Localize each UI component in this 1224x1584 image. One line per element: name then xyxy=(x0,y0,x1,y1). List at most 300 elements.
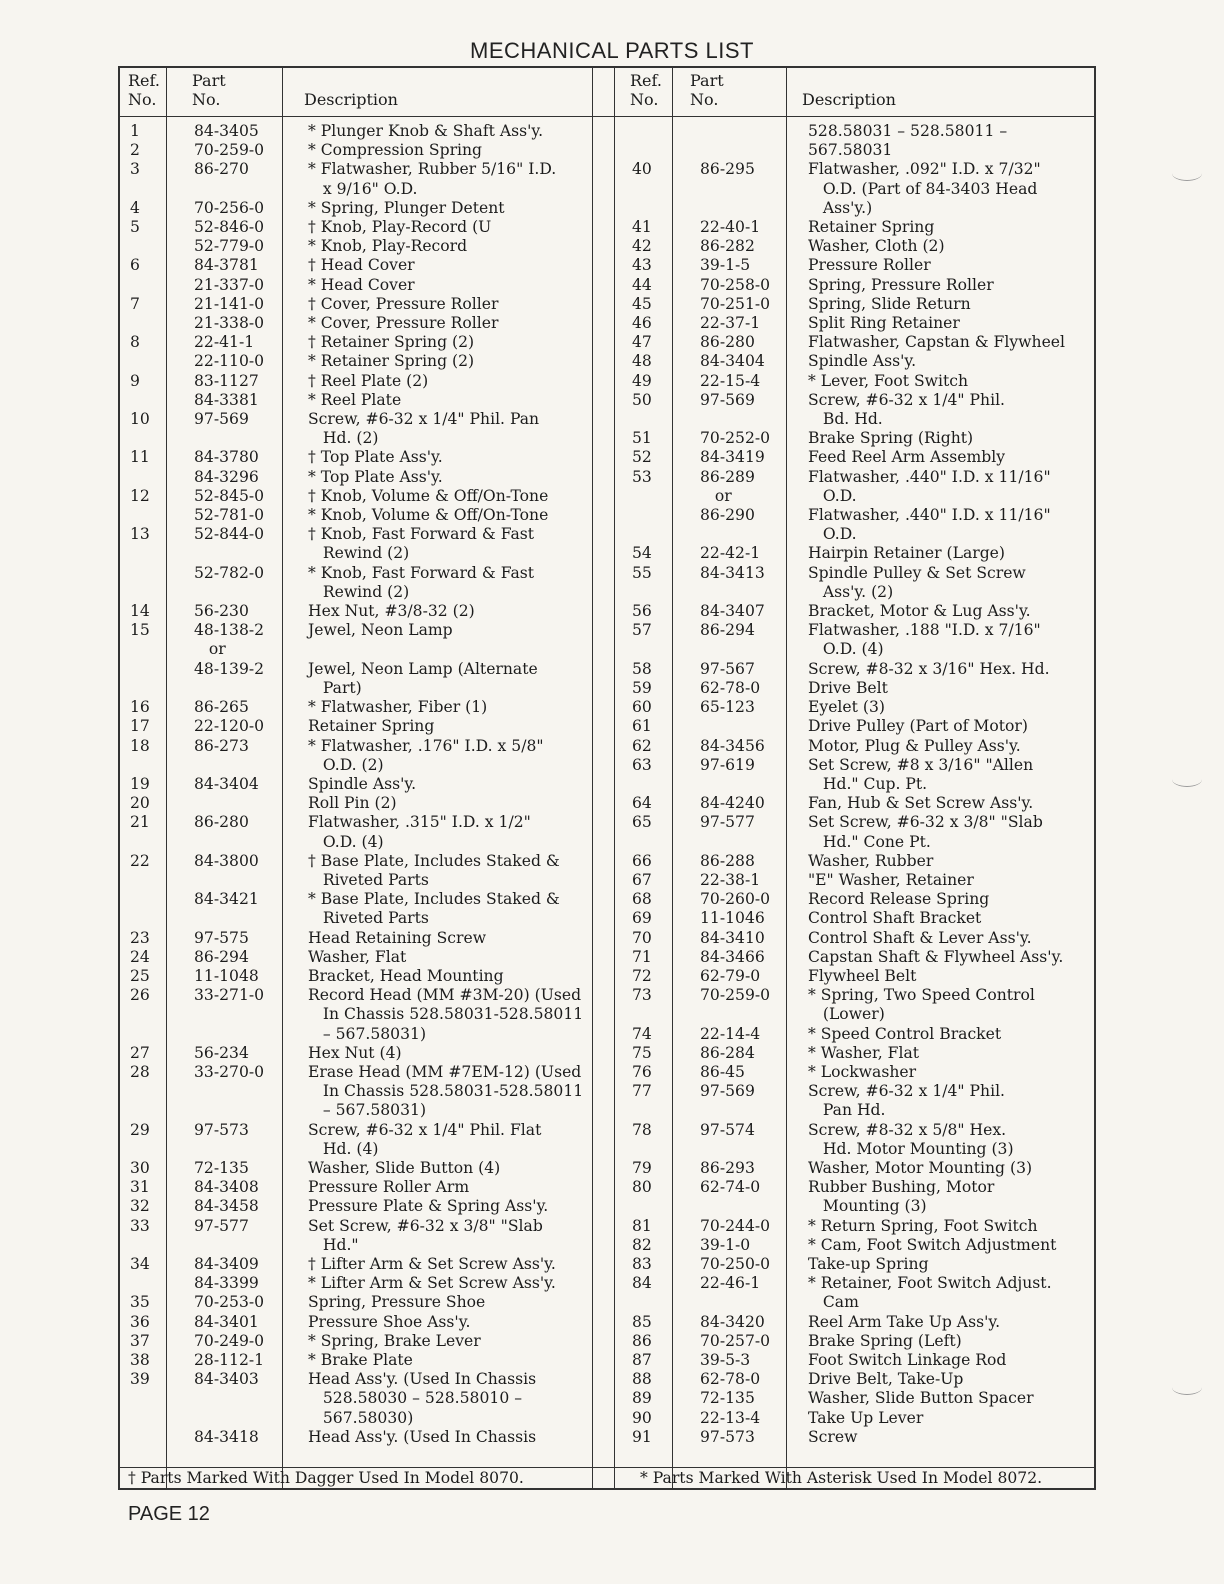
part-number-cell: 22-14-4 xyxy=(700,1024,761,1043)
binder-mark xyxy=(1172,1380,1202,1395)
part-row xyxy=(120,1140,592,1159)
ref-cell xyxy=(120,1389,168,1408)
ref-cell: 65 xyxy=(632,813,652,832)
part-row xyxy=(120,1409,592,1428)
description-cell: Erase Head (MM #7EM-12) (Used xyxy=(308,1062,582,1081)
header-part-line1: Part xyxy=(192,71,226,90)
description-cell: * Flatwasher, Rubber 5/16" I.D. xyxy=(308,160,557,179)
part-number-cell: 70-249-0 xyxy=(194,1331,265,1350)
ref-cell: 27 xyxy=(130,1043,150,1062)
description-cell: † Knob, Fast Forward & Fast xyxy=(308,525,535,544)
part-row xyxy=(614,660,1096,679)
part-row xyxy=(120,218,592,237)
part-row xyxy=(614,698,1096,717)
description-cell: * Knob, Volume & Off/On-Tone xyxy=(308,506,549,525)
part-row xyxy=(120,352,592,371)
ref-cell xyxy=(120,756,168,775)
part-row xyxy=(614,448,1096,467)
part-row xyxy=(120,583,592,602)
description-cell: Rubber Bushing, Motor xyxy=(808,1178,995,1197)
ref-cell: 46 xyxy=(632,314,652,333)
ref-cell: 54 xyxy=(632,544,652,563)
part-number-cell xyxy=(690,833,798,852)
part-row xyxy=(614,583,1096,602)
part-row xyxy=(614,948,1096,967)
description-cell: * Cover, Pressure Roller xyxy=(308,314,499,333)
part-row xyxy=(614,429,1096,448)
ref-cell: 73 xyxy=(632,986,652,1005)
description-cell: x 9/16" O.D. xyxy=(308,179,418,198)
part-row xyxy=(614,1159,1096,1178)
ref-cell: 71 xyxy=(632,947,652,966)
ref-cell: 40 xyxy=(632,160,652,179)
binder-mark xyxy=(1172,166,1202,181)
description-cell: Screw, #6-32 x 1/4" Phil. xyxy=(808,1082,1006,1101)
ref-cell: 26 xyxy=(130,986,150,1005)
part-row xyxy=(614,1063,1096,1082)
part-row xyxy=(614,1332,1096,1351)
part-number-cell: 33-270-0 xyxy=(194,1062,265,1081)
description-cell: Washer, Slide Button Spacer xyxy=(808,1389,1034,1408)
part-number-cell xyxy=(168,180,284,199)
part-number-cell: 84-3407 xyxy=(700,602,765,621)
part-row xyxy=(614,295,1096,314)
part-row xyxy=(614,1293,1096,1312)
description-cell: Hd. Motor Mounting (3) xyxy=(808,1139,1014,1158)
ref-cell: 51 xyxy=(632,429,652,448)
description-cell: Drive Belt, Take-Up xyxy=(808,1370,964,1389)
part-row xyxy=(120,1197,592,1216)
ref-cell xyxy=(614,1293,690,1312)
description-cell: Hd." xyxy=(308,1235,359,1254)
ref-cell: 70 xyxy=(632,928,652,947)
part-number-cell: 97-577 xyxy=(194,1216,249,1235)
part-row xyxy=(614,1121,1096,1140)
part-row xyxy=(120,679,592,698)
ref-cell xyxy=(120,237,168,256)
description-cell: Record Head (MM #3M-20) (Used xyxy=(308,986,582,1005)
part-number-cell xyxy=(690,583,798,602)
part-row xyxy=(614,1082,1096,1101)
part-row xyxy=(120,1293,592,1312)
part-number-cell: 84-3296 xyxy=(194,467,259,486)
description-cell: * Top Plate Ass'y. xyxy=(308,467,443,486)
ref-cell xyxy=(120,314,168,333)
ref-cell xyxy=(120,429,168,448)
part-row xyxy=(614,487,1096,506)
ref-cell: 10 xyxy=(130,410,150,429)
header-ref-line2: No. xyxy=(630,90,659,109)
ref-cell: 66 xyxy=(632,851,652,870)
part-row xyxy=(614,621,1096,640)
part-row xyxy=(120,256,592,275)
description-cell: Ass'y. (2) xyxy=(808,582,894,601)
left-parts-list xyxy=(120,122,592,1447)
header-divider xyxy=(120,116,1094,117)
description-cell: Riveted Parts xyxy=(308,870,429,889)
part-row xyxy=(614,1025,1096,1044)
ref-cell: 91 xyxy=(632,1427,652,1446)
description-cell: Spindle Ass'y. xyxy=(308,774,417,793)
part-number-cell: 84-3403 xyxy=(194,1370,259,1389)
ref-cell: 85 xyxy=(632,1312,652,1331)
part-row xyxy=(120,1044,592,1063)
part-row xyxy=(120,1025,592,1044)
part-number-cell: 48-139-2 xyxy=(194,659,265,678)
part-row xyxy=(120,141,592,160)
ref-cell: 62 xyxy=(632,736,652,755)
part-number-cell: 22-37-1 xyxy=(700,314,761,333)
description-cell: O.D. (4) xyxy=(308,832,384,851)
part-row xyxy=(120,660,592,679)
ref-cell: 47 xyxy=(632,333,652,352)
ref-cell xyxy=(120,1082,168,1101)
description-cell: Head Ass'y. (Used In Chassis xyxy=(308,1427,537,1446)
description-cell: Rewind (2) xyxy=(308,544,410,563)
part-number-cell: 52-845-0 xyxy=(194,486,265,505)
part-row xyxy=(120,1005,592,1024)
description-cell: Flatwasher, .440" I.D. x 11/16" xyxy=(808,506,1051,525)
part-row xyxy=(120,1121,592,1140)
part-number-cell: 22-40-1 xyxy=(700,218,761,237)
part-number-cell: 22-46-1 xyxy=(700,1274,761,1293)
part-number-cell: 84-3413 xyxy=(700,563,765,582)
part-number-cell xyxy=(690,1293,798,1312)
part-row xyxy=(120,525,592,544)
part-number-cell: 84-3780 xyxy=(194,448,259,467)
ref-cell xyxy=(120,564,168,583)
part-number-cell xyxy=(168,1389,284,1408)
part-number-cell xyxy=(690,1101,798,1120)
part-row xyxy=(120,967,592,986)
part-row xyxy=(120,1389,592,1408)
description-cell: Spindle Ass'y. xyxy=(808,352,917,371)
part-row xyxy=(614,218,1096,237)
description-cell: * Plunger Knob & Shaft Ass'y. xyxy=(308,122,544,140)
description-cell: Eyelet (3) xyxy=(808,698,885,717)
part-number-cell xyxy=(168,1082,284,1101)
ref-cell xyxy=(614,525,690,544)
ref-cell xyxy=(120,871,168,890)
description-cell: Rewind (2) xyxy=(308,582,410,601)
description-cell: Hd." Cone Pt. xyxy=(808,832,931,851)
part-number-cell: 39-1-0 xyxy=(700,1235,751,1254)
part-number-cell: 70-259-0 xyxy=(194,141,265,160)
part-row xyxy=(120,775,592,794)
part-number-cell: 21-141-0 xyxy=(194,294,265,313)
description-cell: Hairpin Retainer (Large) xyxy=(808,544,1005,563)
description-cell: Head Retaining Screw xyxy=(308,928,487,947)
part-number-cell: 84-3420 xyxy=(700,1312,765,1331)
ref-cell: 86 xyxy=(632,1331,652,1350)
part-row xyxy=(120,1178,592,1197)
ref-cell: 37 xyxy=(130,1331,150,1350)
part-number-cell: 86-288 xyxy=(700,851,755,870)
part-number-cell: 86-282 xyxy=(700,237,755,256)
part-number-cell xyxy=(168,871,284,890)
part-number-cell: 22-15-4 xyxy=(700,371,761,390)
ref-cell: 18 xyxy=(130,736,150,755)
part-number-cell: 48-138-2 xyxy=(194,621,265,640)
part-row xyxy=(614,1197,1096,1216)
ref-cell: 53 xyxy=(632,467,652,486)
part-number-cell: 86-265 xyxy=(194,698,249,717)
part-row xyxy=(120,180,592,199)
part-number-cell xyxy=(168,1005,284,1024)
part-number-cell: 70-256-0 xyxy=(194,198,265,217)
part-number-cell: 84-3800 xyxy=(194,851,259,870)
part-row xyxy=(120,410,592,429)
part-number-cell: 70-257-0 xyxy=(700,1331,771,1350)
part-row xyxy=(120,1159,592,1178)
description-cell: Hd." Cup. Pt. xyxy=(808,774,928,793)
part-row xyxy=(120,544,592,563)
description-cell: Brake Spring (Left) xyxy=(808,1331,962,1350)
description-cell: Set Screw, #6-32 x 3/8" "Slab xyxy=(808,813,1043,832)
ref-cell: 5 xyxy=(130,218,140,237)
part-row xyxy=(614,544,1096,563)
part-number-cell: 84-3466 xyxy=(700,947,765,966)
description-cell: Bracket, Head Mounting xyxy=(308,966,504,985)
description-cell: O.D. xyxy=(808,486,857,505)
part-row xyxy=(614,199,1096,218)
ref-cell: 84 xyxy=(632,1274,652,1293)
ref-cell: 63 xyxy=(632,755,652,774)
ref-cell: 50 xyxy=(632,390,652,409)
ref-cell: 49 xyxy=(632,371,652,390)
description-cell: Bd. Hd. xyxy=(808,410,883,429)
part-row xyxy=(614,1409,1096,1428)
part-row xyxy=(120,391,592,410)
part-number-cell: 84-3405 xyxy=(194,122,259,140)
part-row xyxy=(614,775,1096,794)
ref-cell xyxy=(120,1101,168,1120)
part-number-cell: 39-5-3 xyxy=(700,1351,751,1369)
ref-cell: 58 xyxy=(632,659,652,678)
part-number-cell: 97-567 xyxy=(700,659,755,678)
part-row xyxy=(120,1428,592,1447)
part-row xyxy=(614,717,1096,736)
part-number-cell xyxy=(690,410,798,429)
part-number-cell xyxy=(168,1025,284,1044)
ref-cell xyxy=(120,352,168,371)
part-number-cell xyxy=(168,756,284,775)
part-number-cell xyxy=(168,1101,284,1120)
ref-cell: 45 xyxy=(632,294,652,313)
description-cell: * Brake Plate xyxy=(308,1351,413,1369)
header-part-line1: Part xyxy=(690,71,724,90)
description-cell: Jewel, Neon Lamp xyxy=(308,621,453,640)
part-row xyxy=(614,1274,1096,1293)
part-number-cell xyxy=(690,1197,798,1216)
description-cell: † Head Cover xyxy=(308,256,415,275)
ref-cell xyxy=(614,583,690,602)
description-cell: Screw, #6-32 x 1/4" Phil. xyxy=(808,390,1006,409)
description-cell: Cam xyxy=(808,1293,859,1312)
part-row xyxy=(120,1332,592,1351)
header-part-line2: No. xyxy=(690,90,719,109)
part-row xyxy=(614,852,1096,871)
part-number-cell: 39-1-5 xyxy=(700,256,751,275)
part-number-cell xyxy=(168,544,284,563)
ref-cell: 44 xyxy=(632,275,652,294)
part-row xyxy=(614,1428,1096,1447)
description-cell: Spring, Pressure Shoe xyxy=(308,1293,486,1312)
ref-cell xyxy=(120,1236,168,1255)
description-cell: Brake Spring (Right) xyxy=(808,429,974,448)
ref-cell xyxy=(614,487,690,506)
ref-cell: 35 xyxy=(130,1293,150,1312)
part-number-cell: 62-78-0 xyxy=(700,678,761,697)
part-row xyxy=(120,160,592,179)
ref-cell: 38 xyxy=(130,1351,150,1369)
description-cell: Pressure Shoe Ass'y. xyxy=(308,1312,471,1331)
description-cell: * Spring, Brake Lever xyxy=(308,1331,481,1350)
part-row xyxy=(614,640,1096,659)
ref-cell: 20 xyxy=(130,794,150,813)
description-cell: Retainer Spring xyxy=(808,218,935,237)
ref-cell xyxy=(120,544,168,563)
part-number-cell: 70-244-0 xyxy=(700,1216,771,1235)
ref-cell xyxy=(614,141,690,160)
part-row xyxy=(614,1370,1096,1389)
part-number-cell xyxy=(168,1140,284,1159)
part-number-cell: 84-3401 xyxy=(194,1312,259,1331)
part-row xyxy=(120,314,592,333)
description-cell: "E" Washer, Retainer xyxy=(808,870,974,889)
description-cell: O.D. (Part of 84-3403 Head xyxy=(808,179,1038,198)
part-number-cell: 22-110-0 xyxy=(194,352,265,371)
description-cell: Spring, Pressure Roller xyxy=(808,275,994,294)
part-number-cell xyxy=(690,122,798,141)
description-cell: Drive Belt xyxy=(808,678,888,697)
part-number-cell: 70-258-0 xyxy=(700,275,771,294)
ref-cell xyxy=(614,1197,690,1216)
part-row xyxy=(614,1389,1096,1408)
ref-cell: 57 xyxy=(632,621,652,640)
description-cell: Roll Pin (2) xyxy=(308,794,397,813)
ref-cell xyxy=(614,1101,690,1120)
header-ref-line1: Ref. xyxy=(128,71,160,90)
description-cell: Control Shaft Bracket xyxy=(808,909,982,928)
part-number-cell: 22-42-1 xyxy=(700,544,761,563)
ref-cell: 77 xyxy=(632,1082,652,1101)
ref-cell: 64 xyxy=(632,794,652,813)
part-number-cell xyxy=(690,1005,798,1024)
part-number-cell: 97-569 xyxy=(700,1082,755,1101)
description-cell: – 567.58031) xyxy=(308,1101,427,1120)
ref-cell: 81 xyxy=(632,1216,652,1235)
description-cell: † Retainer Spring (2) xyxy=(308,333,475,352)
ref-cell: 29 xyxy=(130,1120,150,1139)
ref-cell: 41 xyxy=(632,218,652,237)
ref-cell: 28 xyxy=(130,1062,150,1081)
ref-cell xyxy=(120,180,168,199)
description-cell: Take-up Spring xyxy=(808,1254,929,1273)
part-row xyxy=(120,1255,592,1274)
part-number-cell xyxy=(168,794,284,813)
ref-cell xyxy=(614,199,690,218)
ref-cell: 8 xyxy=(130,333,140,352)
part-number-cell: 65-123 xyxy=(700,698,755,717)
ref-cell xyxy=(614,1140,690,1159)
ref-cell xyxy=(120,506,168,525)
ref-cell xyxy=(614,833,690,852)
part-row xyxy=(614,160,1096,179)
part-row xyxy=(614,813,1096,832)
description-cell: Control Shaft & Lever Ass'y. xyxy=(808,928,1032,947)
part-row xyxy=(120,295,592,314)
ref-cell: 88 xyxy=(632,1370,652,1389)
description-cell: Flatwasher, .315" I.D. x 1/2" xyxy=(308,813,531,832)
ref-cell xyxy=(120,1274,168,1293)
ref-cell xyxy=(120,1409,168,1428)
ref-cell xyxy=(120,276,168,295)
part-row xyxy=(614,122,1096,141)
description-cell: * Knob, Play-Record xyxy=(308,237,468,256)
description-cell: * Retainer, Foot Switch Adjust. xyxy=(808,1274,1052,1293)
description-cell: † Top Plate Ass'y. xyxy=(308,448,443,467)
description-cell: † Reel Plate (2) xyxy=(308,371,429,390)
part-row xyxy=(120,1236,592,1255)
part-number-cell: 28-112-1 xyxy=(194,1351,265,1369)
part-number-cell: 86-289 xyxy=(700,467,755,486)
ref-cell: 19 xyxy=(130,774,150,793)
description-cell: Hd. (4) xyxy=(308,1139,379,1158)
part-row xyxy=(614,909,1096,928)
part-row xyxy=(614,256,1096,275)
part-row xyxy=(120,372,592,391)
description-cell: * Head Cover xyxy=(308,275,415,294)
ref-cell xyxy=(120,468,168,487)
description-cell: † Knob, Play-Record (U xyxy=(308,218,492,237)
part-number-cell: 84-3458 xyxy=(194,1197,259,1216)
ref-cell: 67 xyxy=(632,870,652,889)
part-number-cell: 86-280 xyxy=(194,813,249,832)
part-row xyxy=(614,756,1096,775)
part-row xyxy=(614,679,1096,698)
header-description-right: Description xyxy=(802,90,896,109)
part-number-cell xyxy=(690,775,798,794)
ref-cell: 12 xyxy=(130,486,150,505)
header-part-right xyxy=(690,71,724,109)
part-row xyxy=(614,833,1096,852)
part-number-cell xyxy=(690,640,798,659)
part-row xyxy=(120,429,592,448)
description-cell: (Lower) xyxy=(808,1005,885,1024)
part-number-cell: 84-3419 xyxy=(700,448,765,467)
description-cell: Feed Reel Arm Assembly xyxy=(808,448,1006,467)
part-row xyxy=(120,1370,592,1389)
part-number-cell: 70-260-0 xyxy=(700,890,771,909)
part-number-cell: 83-1127 xyxy=(194,371,259,390)
ref-cell: 30 xyxy=(130,1158,150,1177)
part-number-cell: 97-574 xyxy=(700,1120,755,1139)
ref-cell: 87 xyxy=(632,1351,652,1369)
part-number-cell: 22-41-1 xyxy=(194,333,255,352)
part-number-cell xyxy=(690,180,798,199)
part-number-cell: 84-3418 xyxy=(194,1427,259,1446)
part-row xyxy=(614,929,1096,948)
part-number-cell: 72-135 xyxy=(700,1389,755,1408)
part-row xyxy=(614,333,1096,352)
description-cell: * Lifter Arm & Set Screw Ass'y. xyxy=(308,1274,556,1293)
header-ref-right xyxy=(630,71,662,109)
ref-cell: 90 xyxy=(632,1408,652,1427)
part-number-cell: 86-280 xyxy=(700,333,755,352)
part-row xyxy=(614,352,1096,371)
ref-cell: 61 xyxy=(632,717,652,736)
